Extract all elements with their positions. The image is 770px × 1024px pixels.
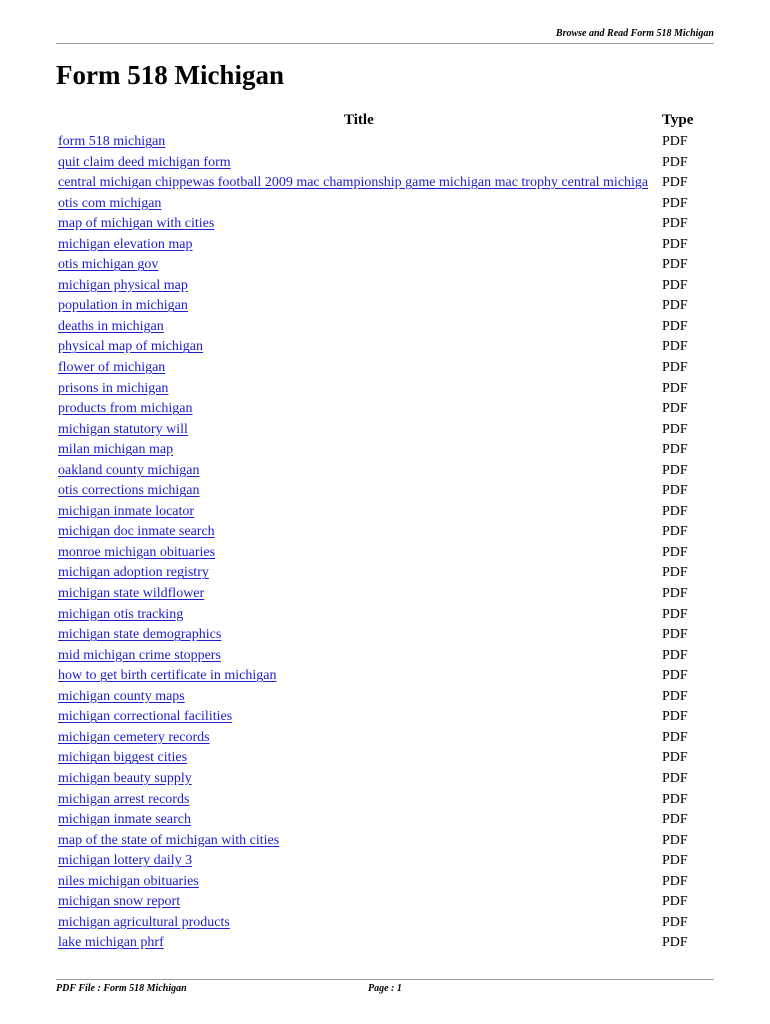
table-row — [58, 502, 698, 523]
file-type-label: PDF — [662, 195, 688, 211]
file-type-label: PDF — [662, 914, 688, 930]
file-type-label: PDF — [662, 339, 688, 355]
document-link[interactable]: mid michigan crime stoppers — [58, 647, 221, 663]
file-type-label: PDF — [662, 483, 688, 499]
document-link[interactable]: otis corrections michigan — [58, 483, 200, 499]
document-link[interactable]: otis com michigan — [58, 195, 162, 211]
file-type-label: PDF — [662, 586, 688, 602]
file-type-label: PDF — [662, 298, 688, 314]
document-link[interactable]: monroe michigan obituaries — [58, 544, 216, 560]
file-type-label: PDF — [662, 688, 688, 704]
document-link[interactable]: michigan biggest cities — [58, 750, 188, 766]
document-title: Form 518 Michigan — [56, 60, 284, 90]
table-row — [58, 337, 698, 358]
table-row — [58, 872, 698, 893]
document-link[interactable]: flower of michigan — [58, 360, 166, 376]
file-type-label: PDF — [662, 401, 688, 417]
file-type-label: PDF — [662, 832, 688, 848]
table-row — [58, 214, 698, 235]
document-link[interactable]: michigan lottery daily 3 — [58, 853, 193, 869]
table-row — [58, 153, 698, 174]
file-type-label: PDF — [662, 606, 688, 622]
file-type-label: PDF — [662, 812, 688, 828]
file-type-label: PDF — [662, 360, 688, 376]
file-type-label: PDF — [662, 853, 688, 869]
file-type-label: PDF — [662, 216, 688, 232]
footer-file-label: PDF File : Form 518 Michigan — [56, 983, 187, 994]
document-link[interactable]: map of michigan with cities — [58, 216, 215, 232]
file-type-label: PDF — [662, 770, 688, 786]
file-type-label: PDF — [662, 894, 688, 910]
table-row — [58, 379, 698, 400]
document-link[interactable]: michigan cemetery records — [58, 729, 210, 745]
table-row — [58, 358, 698, 379]
document-link[interactable]: physical map of michigan — [58, 339, 204, 355]
table-row — [58, 605, 698, 626]
file-type-label: PDF — [662, 873, 688, 889]
document-link[interactable]: map of the state of michigan with cities — [58, 832, 280, 848]
file-type-label: PDF — [662, 380, 688, 396]
file-type-label: PDF — [662, 791, 688, 807]
document-link[interactable]: michigan inmate locator — [58, 503, 195, 519]
footer-divider — [56, 979, 714, 980]
document-link[interactable]: michigan correctional facilities — [58, 709, 233, 725]
file-type-label: PDF — [662, 935, 688, 951]
document-link[interactable]: form 518 michigan — [58, 134, 166, 149]
document-link[interactable]: niles michigan obituaries — [58, 873, 199, 889]
table-row — [58, 625, 698, 646]
document-link[interactable]: population in michigan — [58, 298, 188, 314]
table-row — [58, 399, 698, 420]
footer-page-label: Page : 1 — [368, 983, 402, 994]
table-row — [58, 687, 698, 708]
document-link[interactable]: michigan arrest records — [58, 791, 190, 807]
table-row — [58, 933, 698, 954]
file-type-label: PDF — [662, 668, 688, 684]
file-type-label: PDF — [662, 565, 688, 581]
file-type-label: PDF — [662, 462, 688, 478]
file-type-label: PDF — [662, 544, 688, 560]
document-link[interactable]: michigan statutory will — [58, 421, 188, 437]
document-link[interactable]: otis michigan gov — [58, 257, 159, 273]
table-row — [58, 707, 698, 728]
document-link[interactable]: central michigan chippewas football 2009 mac championship game michigan mac trophy central michiga — [58, 175, 649, 191]
document-link[interactable]: michigan beauty supply — [58, 770, 192, 786]
table-row — [58, 173, 698, 194]
table-row — [58, 296, 698, 317]
type-column-header: Type — [662, 112, 694, 128]
document-link[interactable]: prisons in michigan — [58, 380, 169, 396]
file-type-label: PDF — [662, 729, 688, 745]
document-link[interactable]: michigan snow report — [58, 894, 181, 910]
file-type-label: PDF — [662, 750, 688, 766]
table-row — [58, 584, 698, 605]
file-type-label: PDF — [662, 257, 688, 273]
file-type-label: PDF — [662, 503, 688, 519]
document-link[interactable]: michigan agricultural products — [58, 914, 230, 930]
document-link[interactable]: michigan state wildflower — [58, 586, 205, 602]
document-link[interactable]: deaths in michigan — [58, 318, 164, 334]
file-type-label: PDF — [662, 524, 688, 540]
header-divider — [56, 43, 714, 44]
table-row — [58, 194, 698, 215]
table-row — [58, 461, 698, 482]
running-header: Browse and Read Form 518 Michigan — [555, 28, 714, 39]
file-type-label: PDF — [662, 318, 688, 334]
file-type-label: PDF — [662, 175, 688, 191]
table-body — [58, 132, 698, 954]
document-link[interactable]: michigan state demographics — [58, 627, 222, 643]
document-link[interactable]: michigan inmate search — [58, 812, 191, 828]
document-link[interactable]: michigan elevation map — [58, 236, 193, 252]
document-listing-table — [58, 110, 698, 954]
file-type-label: PDF — [662, 647, 688, 663]
table-row — [58, 317, 698, 338]
document-link[interactable]: oakland county michigan — [58, 462, 200, 478]
document-link[interactable]: michigan adoption registry — [58, 565, 209, 581]
file-type-label: PDF — [662, 442, 688, 458]
table-row — [58, 748, 698, 769]
table-row — [58, 543, 698, 564]
table-row — [58, 235, 698, 256]
table-row — [58, 892, 698, 913]
table-row — [58, 913, 698, 934]
file-type-label: PDF — [662, 277, 688, 293]
document-link[interactable]: quit claim deed michigan form — [58, 154, 231, 170]
file-type-label: PDF — [662, 709, 688, 725]
document-link[interactable]: michigan physical map — [58, 277, 188, 293]
table-row — [58, 769, 698, 790]
document-link[interactable]: michigan doc inmate search — [58, 524, 215, 540]
table-row — [58, 440, 698, 461]
table-row — [58, 831, 698, 852]
document-link[interactable]: michigan county maps — [58, 688, 185, 704]
file-type-label: PDF — [662, 421, 688, 437]
document-link[interactable]: milan michigan map — [58, 442, 174, 458]
table-row — [58, 563, 698, 584]
table-row — [58, 851, 698, 872]
title-column-header: Title — [344, 112, 374, 128]
file-type-label: PDF — [662, 134, 688, 149]
file-type-label: PDF — [662, 154, 688, 170]
table-row — [58, 481, 698, 502]
table-row — [58, 276, 698, 297]
table-row — [58, 728, 698, 749]
table-header — [58, 110, 698, 132]
file-type-label: PDF — [662, 627, 688, 643]
table-row — [58, 810, 698, 831]
table-row — [58, 255, 698, 276]
table-row — [58, 420, 698, 441]
table-row — [58, 522, 698, 543]
document-link[interactable]: michigan otis tracking — [58, 606, 184, 622]
document-link[interactable]: lake michigan phrf — [58, 935, 164, 951]
table-row — [58, 666, 698, 687]
table-row — [58, 132, 698, 153]
table-row — [58, 790, 698, 811]
document-link[interactable]: how to get birth certificate in michigan — [58, 668, 277, 684]
document-link[interactable]: products from michigan — [58, 401, 193, 417]
table-row — [58, 646, 698, 667]
file-type-label: PDF — [662, 236, 688, 252]
